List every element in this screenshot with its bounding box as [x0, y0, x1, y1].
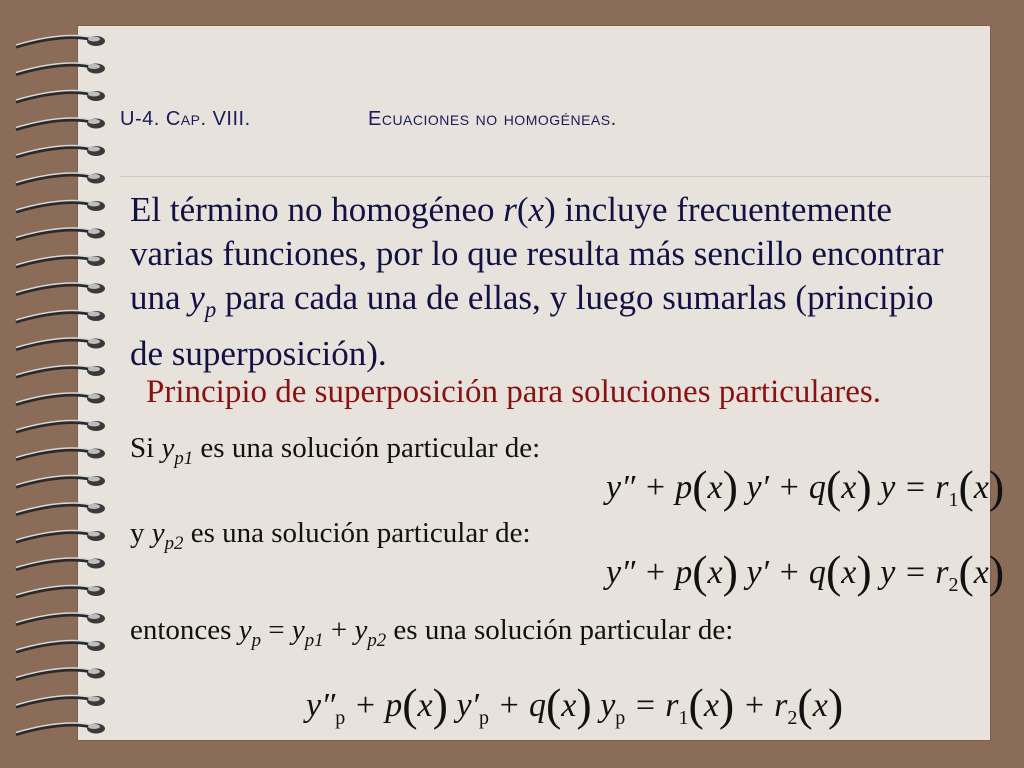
intro-paragraph	[130, 188, 990, 376]
paragraph-line-2: varias funciones, por lo que resulta más sencillo encontrar	[130, 234, 944, 273]
binding-ring	[16, 228, 105, 239]
binding-ring	[16, 63, 105, 74]
binding-ring	[16, 311, 105, 322]
binding-ring	[16, 36, 105, 47]
binding-ring	[16, 476, 105, 487]
binding-ring	[16, 668, 105, 679]
binding-ring	[16, 338, 105, 349]
binding-ring	[16, 256, 105, 267]
statement-2: y $y_{p2}$ es una solución particular de:	[130, 517, 531, 554]
binding-ring	[16, 531, 105, 542]
binding-ring	[16, 393, 105, 404]
slide-title: Ecuaciones no homogéneas.	[368, 108, 617, 130]
statement-3: entonces $y_p = y_{p1} + y_{p2}$ es una solución particular de:	[130, 614, 734, 651]
binding-ring	[16, 366, 105, 377]
equation-2: y″ + p(x) y′ + q(x) $y = r_2(x)$	[606, 546, 1005, 597]
binding-ring	[16, 448, 105, 459]
binding-ring	[16, 696, 105, 707]
binding-ring	[16, 613, 105, 624]
spiral-binding	[0, 0, 120, 768]
binding-ring	[16, 503, 105, 514]
paragraph-line-1: El término no homogéneo r(x) incluye frecuentemente	[130, 190, 892, 229]
binding-ring	[16, 173, 105, 184]
binding-ring	[16, 641, 105, 652]
binding-ring	[16, 558, 105, 569]
equation-1: y″ + p(x) y′ + q(x) $y = r_1(x)$	[606, 461, 1005, 512]
binding-ring	[16, 723, 105, 734]
chapter-code: U-4. Cap. VIII.	[120, 108, 251, 130]
statement-1: Si $y_{p1}$ es una solución particular de:	[130, 432, 541, 469]
paragraph-line-3: una $y_p$ para cada una de ellas, y luego sumarlas (principio	[130, 278, 934, 322]
header-divider	[120, 176, 990, 177]
binding-ring	[16, 146, 105, 157]
binding-ring	[16, 91, 105, 102]
paragraph-line-4: de superposición).	[130, 334, 387, 373]
binding-ring	[16, 586, 105, 597]
section-heading: Principio de superposición para soluciones particulares.	[146, 374, 881, 410]
binding-ring	[16, 421, 105, 432]
binding-ring	[16, 118, 105, 129]
binding-ring	[16, 283, 105, 294]
binding-ring	[16, 201, 105, 212]
equation-3: $y''_p + p(x) y'_p + q(x) y_p = r_1(x) + r_2(x)$	[306, 679, 844, 730]
